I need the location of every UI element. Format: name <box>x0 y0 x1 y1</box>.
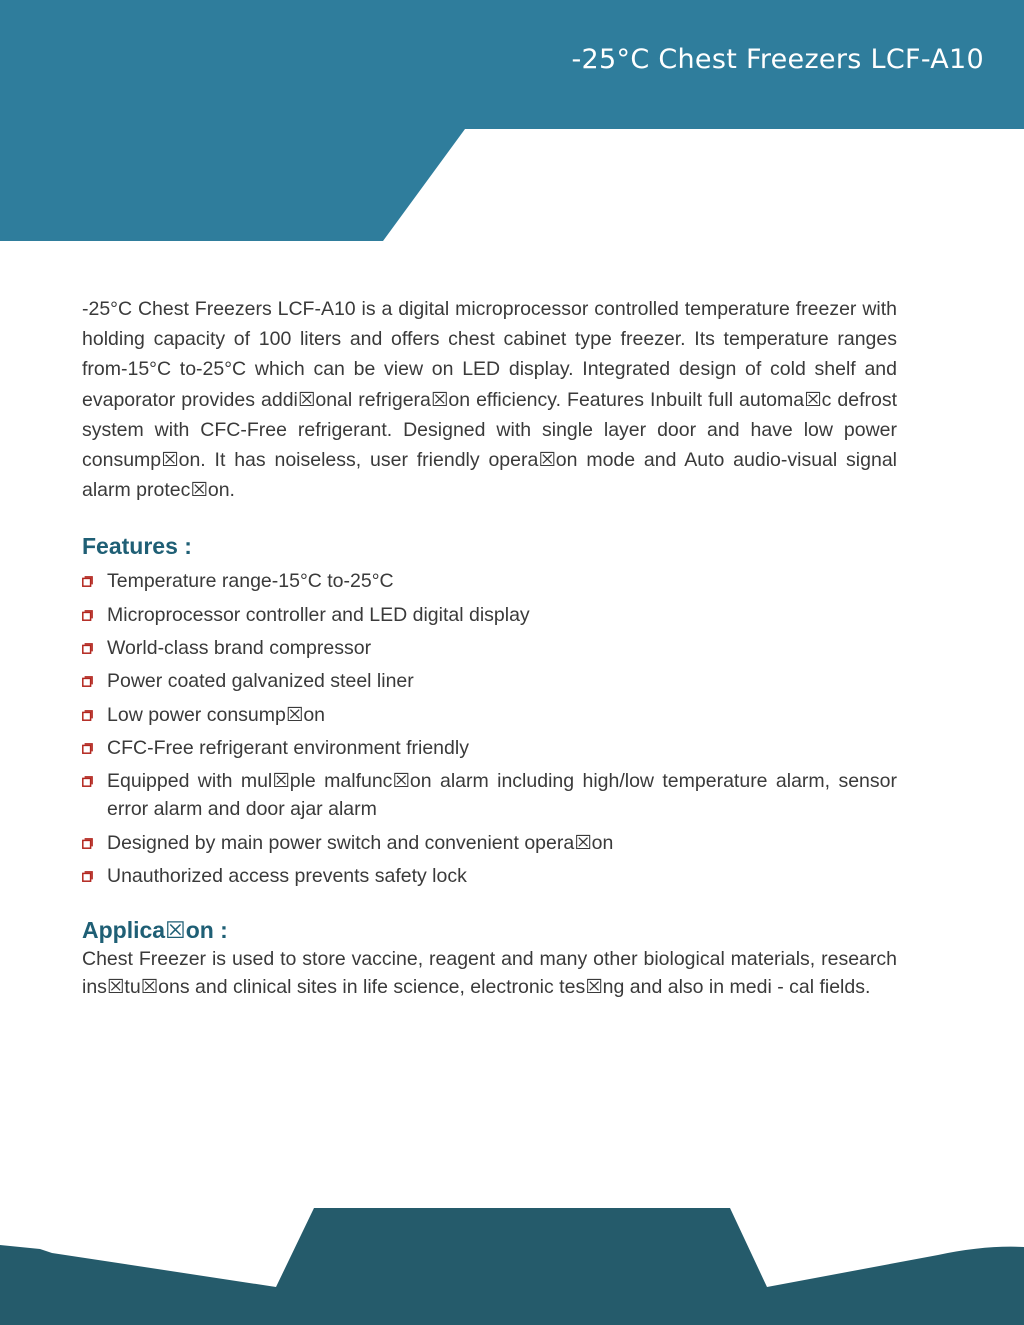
feature-item <box>82 667 897 695</box>
main-content <box>82 294 897 1002</box>
features-list <box>82 567 897 889</box>
checkbox-square-icon <box>82 643 93 654</box>
checkbox-square-icon <box>82 576 93 587</box>
checkbox-square-icon <box>82 710 93 721</box>
feature-text: Power coated galvanized steel liner <box>107 670 414 693</box>
feature-text: Equipped with mul☒ple malfunc☒on alarm including high/low temperature alarm, sensor error alarm and door ajar alarm <box>107 770 897 821</box>
feature-item <box>82 829 897 857</box>
feature-item <box>82 862 897 890</box>
feature-item <box>82 734 897 762</box>
feature-text: CFC-Free refrigerant environment friendly <box>107 736 469 759</box>
checkbox-square-icon <box>82 871 93 882</box>
features-heading: Features : <box>82 533 192 560</box>
feature-text: Low power consump☒on <box>107 703 326 726</box>
application-heading: Applica☒on : <box>82 916 228 943</box>
feature-item <box>82 634 897 662</box>
feature-text: Unauthorized access prevents safety lock <box>107 864 467 887</box>
checkbox-square-icon <box>82 610 93 621</box>
intro-paragraph: -25°C Chest Freezers LCF-A10 is a digital microprocessor controlled temperature freezer with holding capacity of 100 liters and offers chest cabinet type freezer. Its temperature ranges from-15°C to-25°C which can be view on LED display. Integrated design of cold shelf and evaporator provides addi☒onal refrigera☒on efficiency. Features Inbuilt full automa☒c defrost system with CFC-Free refrigerant. Designed with single layer door and have low power consump☒on. It has noiseless, user friendly opera☒on mode and Auto audio-visual signal alarm protec☒on. <box>82 298 897 502</box>
feature-text: Temperature range-15°C to-25°C <box>107 570 394 593</box>
footer-banner <box>0 1205 1024 1325</box>
feature-item <box>82 601 897 629</box>
feature-text: Microprocessor controller and LED digital display <box>107 603 530 626</box>
feature-item <box>82 567 897 595</box>
application-paragraph: Chest Freezer is used to store vaccine, reagent and many other biological materials, research ins☒tu☒ons and clinical sites in life science, electronic tes☒ng and also in medi - cal fields. <box>82 947 897 999</box>
checkbox-square-icon <box>82 676 93 687</box>
checkbox-square-icon <box>82 776 93 787</box>
feature-text: World-class brand compressor <box>107 637 372 660</box>
feature-item <box>82 767 897 823</box>
header-banner <box>0 0 1024 241</box>
header-title: -25°C Chest Freezers LCF-A10 <box>571 44 984 75</box>
feature-text: Designed by main power switch and convenient opera☒on <box>107 831 614 854</box>
checkbox-square-icon <box>82 743 93 754</box>
checkbox-square-icon <box>82 838 93 849</box>
feature-item <box>82 701 897 729</box>
